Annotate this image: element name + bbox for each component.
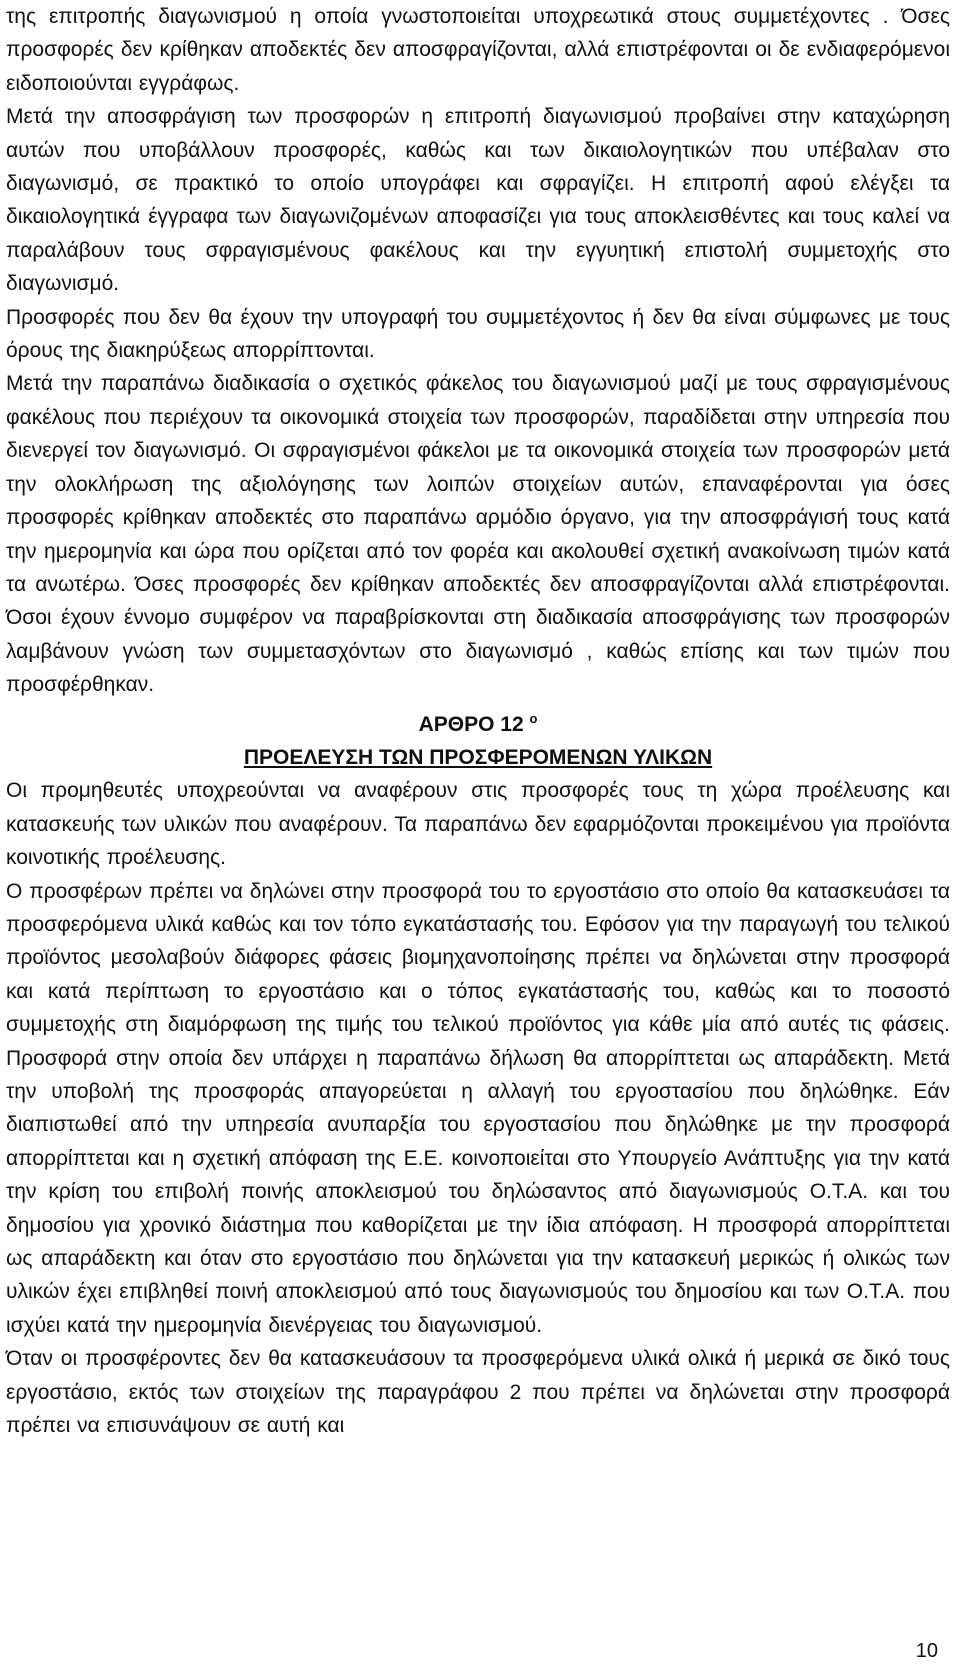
document-page xyxy=(6,0,950,1442)
paragraph-third-party-manufacture: Όταν οι προσφέροντες δεν θα κατασκευάσουν τα προσφερόμενα υλικά ολικά ή μερικά σε δικό τους εργοστάσιο, εκτός των στοιχείων της παραγράφου 2 που πρέπει να δηλώνεται στην προσφορά πρέπει να επισυνάψουν σε αυτή και xyxy=(6,1347,950,1438)
article-heading-ordinal: ο xyxy=(529,710,538,726)
page-number: 10 xyxy=(915,1640,938,1662)
paragraph-financial-envelopes: Μετά την παραπάνω διαδικασία ο σχετικός φάκελος του διαγωνισμού μαζί με τους σφραγισμένους φακέλους που περιέχουν τα οικονομικά στοιχεία των προσφορών, παραδίδεται στην υπηρεσία που διενεργεί τον διαγωνισμό. Οι σφραγισμένοι φάκελοι με τα οικονομικά στοιχεία των προσφορών μετά την ολοκλήρωση της αξιολόγησης των λοιπών στοιχείων αυτών, επαναφέρονται για όσες προσφορές κρίθηκαν αποδεκτές στο παραπάνω αρμόδιο όργανο, για την αποσφράγισή τους κατά την ημερομηνία και ώρα που ορίζεται από τον φορέα και ακολουθεί σχετική ανακοίνωση τιμών κατά τα ανωτέρω. Όσες προσφορές δεν κρίθηκαν αποδεκτές δεν αποσφραγίζονται αλλά επιστρέφονται. Όσοι έχουν έννομο συμφέρον να παραβρίσκονται στη διαδικασία αποσφράγισης των προσφορών λαμβάνουν γνώση των συμμετασχόντων στο διαγωνισμό , καθώς επίσης και των τιμών που προσφέρθηκαν. xyxy=(6,372,950,697)
article-title: ΠΡΟΕΛΕΥΣΗ ΤΩΝ ΠΡΟΣΦΕΡΟΜΕΝΩΝ ΥΛΙΚΩΝ xyxy=(243,745,713,769)
article-heading-text: ΑΡΘΡΟ 12 xyxy=(418,712,524,736)
paragraph-rejection: Προσφορές που δεν θα έχουν την υπογραφή του συμμετέχοντος ή δεν θα είναι σύμφωνες με τους όρους της διακηρύξεως απορρίπτονται. xyxy=(6,305,950,363)
paragraph-opening: της επιτροπής διαγωνισμού η οποία γνωστοποιείται υποχρεωτικά στους συμμετέχοντες . Όσες προσφορές δεν κρίθηκαν αποδεκτές δεν αποσφραγίζονται, αλλά επιστρέφονται οι δε ενδιαφερόμενοι ειδοποιούνται εγγράφως. xyxy=(6,5,950,95)
paragraph-factory-declaration: Ο προσφέρων πρέπει να δηλώνει στην προσφορά του το εργοστάσιο στο οποίο θα κατασκευάσει τα προσφερόμενα υλικά καθώς και τον τόπο εγκατάστασής του. Εφόσον για την παραγωγή του τελικού προϊόντος μεσολαβούν διάφορες φάσεις βιομηχανοποίησης πρέπει να δηλώνεται στην προσφορά και κατά περίπτωση το εργοστάσιο και ο τόπος εγκατάστασής του, καθώς και το ποσοστό συμμετοχής στη διαμόρφωση της τιμής του τελικού προϊόντος για κάθε μία από αυτές τις φάσεις. Προσφορά στην οποία δεν υπάρχει η παραπάνω δήλωση θα απορρίπτεται ως απαράδεκτη. Μετά την υποβολή της προσφοράς απαγορεύεται η αλλαγή του εργοστασίου που δηλώθηκε. Εάν διαπιστωθεί από την υπηρεσία ανυπαρξία του εργοστασίου που δηλώθηκε με την προσφορά απορρίπτεται και η σχετική απόφαση της Ε.Ε. κοινοποιείται στο Υπουργείο Ανάπτυξης για την κατά την κρίση του επιβολή ποινής αποκλεισμού του δηλώσαντος από διαγωνισμούς Ο.Τ.Α. και του δημοσίου για χρονικό διάστημα που καθορίζεται με την ίδια απόφαση. Η προσφορά απορρίπτεται ως απαράδεκτη και όταν στο εργοστάσιο που δηλώνεται για την κατασκευή μερικώς ή ολικώς των υλικών έχει επιβληθεί ποινή αποκλεισμού από τους διαγωνισμούς του δημοσίου και των Ο.Τ.Α. που ισχύει κατά την ημερομηνία διενέργειας του διαγωνισμού. xyxy=(6,879,950,1337)
article-heading xyxy=(6,708,950,741)
paragraph-opening-procedure: Μετά την αποσφράγιση των προσφορών η επιτροπή διαγωνισμού προβαίνει στην καταχώρηση αυτών που υποβάλλουν προσφορές, καθώς και των δικαιολογητικών που υπέβαλαν στο διαγωνισμό, σε πρακτικό το οποίο υπογράφει και σφραγίζει. Η επιτροπή αφού ελέγξει τα δικαιολογητικά έγγραφα των διαγωνιζομένων αποφασίζει για τους αποκλεισθέντες και τους καλεί να παραλάβουν τους σφραγισμένους φακέλους και την εγγυητική επιστολή συμμετοχής στο διαγωνισμό. xyxy=(6,105,950,296)
paragraph-origin-country: Οι προμηθευτές υποχρεούνται να αναφέρουν στις προσφορές τους τη χώρα προέλευσης και κατασκευής των υλικών που αναφέρουν. Τα παραπάνω δεν εφαρμόζονται προκειμένου για προϊόντα κοινοτικής προέλευσης. xyxy=(6,779,950,870)
